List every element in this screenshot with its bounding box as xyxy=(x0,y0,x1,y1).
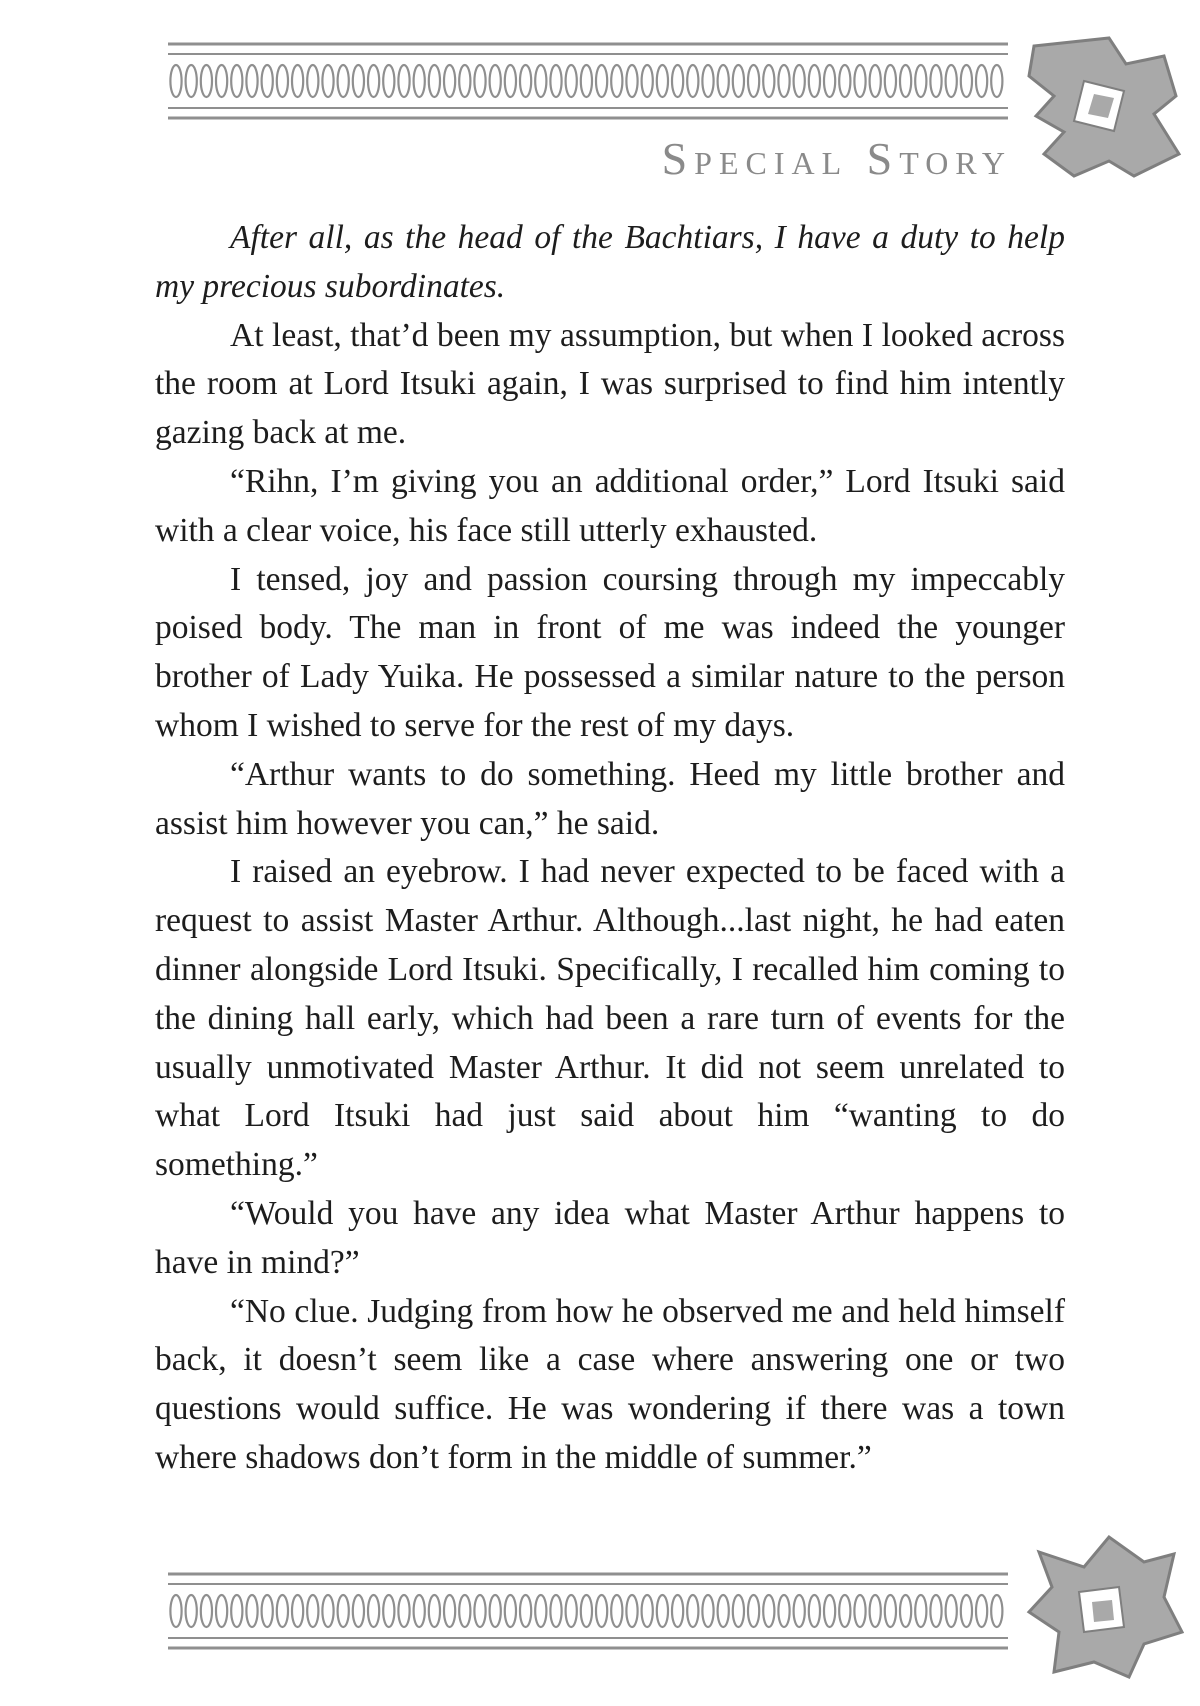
paragraph: At least, that’d been my assumption, but when I looked across the room at Lord Itsuki again, I was surprised to find him intently gazing back at me. xyxy=(155,316,1065,452)
paragraph: “No clue. Judging from how he observed me and held himself back, it doesn’t seem like a case where answering one or two questions would suffice. He was wondering if there was a town where shadows don’t form in the middle of summer.” xyxy=(155,1292,1065,1476)
story-body xyxy=(155,214,1065,1483)
top-ornamental-border xyxy=(168,42,1008,120)
chapter-heading: Special Story xyxy=(661,133,1012,184)
paragraph: I raised an eyebrow. I had never expected to be faced with a request to assist Master Arthur. Although...last night, he had eaten dinner alongside Lord Itsuki. Specifically, I recalled him coming to the dining hall early, which had been a rare turn of events for the usually unmotivated Master Arthur. It did not seem unrelated to what Lord Itsuki had just said about him “wanting to do something.” xyxy=(155,853,1065,1184)
paragraph: “Arthur wants to do something. Heed my little brother and assist him however you can,” he said. xyxy=(155,755,1065,842)
paragraph: I tensed, joy and passion coursing through my impeccably poised body. The man in front of me was indeed the younger brother of Lady Yuika. He possessed a similar nature to the person whom I wished to serve for the rest of my days. xyxy=(155,560,1065,744)
paragraph: “Would you have any idea what Master Arthur happens to have in mind?” xyxy=(155,1194,1065,1281)
paragraph: After all, as the head of the Bachtiars, I have a duty to help my precious subordinates. xyxy=(155,219,1065,305)
bottom-right-fleur-ornament xyxy=(1014,1532,1184,1687)
top-right-fleur-ornament xyxy=(1014,36,1184,186)
paragraph: “Rihn, I’m giving you an additional order,” Lord Itsuki said with a clear voice, his face still utterly exhausted. xyxy=(155,462,1065,549)
bottom-ornamental-border xyxy=(168,1572,1008,1650)
